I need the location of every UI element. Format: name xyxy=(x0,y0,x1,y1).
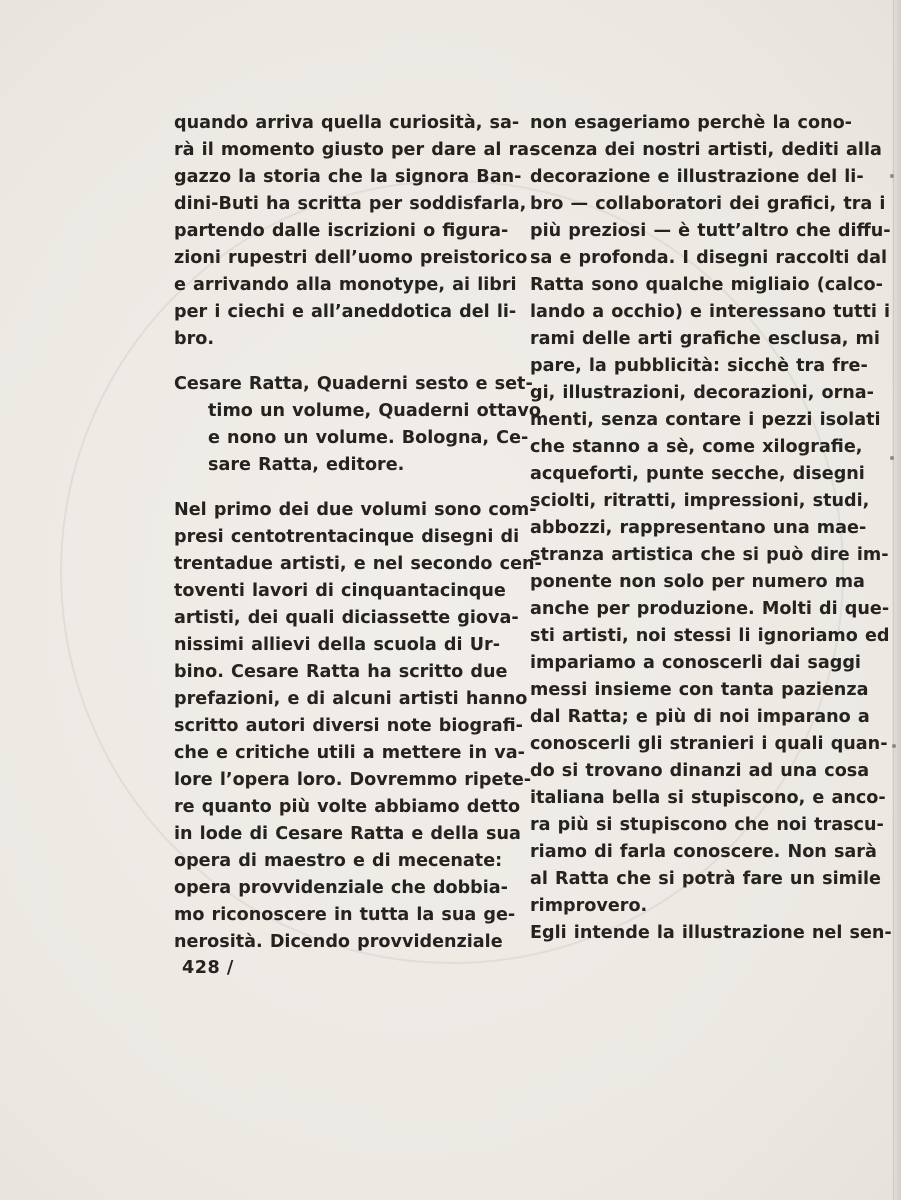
margin-mark xyxy=(890,174,894,178)
citation-line: timo un volume, Quaderni ottavo xyxy=(208,401,541,421)
text-line: lando a occhio) e interessano tutti i xyxy=(530,302,891,322)
text-line: messi insieme con tanta pazienza xyxy=(530,680,869,700)
text-line: menti, senza contare i pezzi isolati xyxy=(530,410,881,430)
text-line: Ratta sono qualche migliaio (calco- xyxy=(530,275,883,295)
text-line: sciolti, ritratti, impressioni, studi, xyxy=(530,491,870,511)
text-line: do si trovano dinanzi ad una cosa xyxy=(530,761,870,781)
text-line: toventi lavori di cinquantacinque xyxy=(174,581,506,601)
paragraph xyxy=(174,497,542,956)
citation-line: sare Ratta, editore. xyxy=(208,455,405,475)
text-line: dal Ratta; e più di noi imparano a xyxy=(530,707,870,727)
text-line: bino. Cesare Ratta ha scritto due xyxy=(174,662,508,682)
text-line: acqueforti, punte secche, disegni xyxy=(530,464,865,484)
paragraph xyxy=(530,110,891,920)
text-line: impariamo a conoscerli dai saggi xyxy=(530,653,861,673)
text-line: e arrivando alla monotype, ai libri xyxy=(174,275,517,295)
text-line: al Ratta che si potrà fare un simile xyxy=(530,869,881,889)
text-line: abbozzi, rappresentano una mae- xyxy=(530,518,867,538)
text-line: più preziosi — è tutt’altro che diffu- xyxy=(530,221,891,241)
page-edge-line xyxy=(893,0,894,1200)
margin-mark xyxy=(890,456,894,460)
text-line: gi, illustrazioni, decorazioni, orna- xyxy=(530,383,874,403)
text-line: zioni rupestri dell’uomo preistorico xyxy=(174,248,528,268)
text-line: gazzo la storia che la signora Ban- xyxy=(174,167,522,187)
text-line: sti artisti, noi stessi li ignoriamo ed xyxy=(530,626,890,646)
paragraph xyxy=(174,110,537,353)
text-line: Nel primo dei due volumi sono com- xyxy=(174,500,537,520)
text-line: prefazioni, e di alcuni artisti hanno xyxy=(174,689,528,709)
margin-mark xyxy=(892,744,896,748)
text-line: che e critiche utili a mettere in va- xyxy=(174,743,525,763)
text-line: per i ciechi e all’aneddotica del li- xyxy=(174,302,517,322)
text-line: bro — collaboratori dei grafici, tra i xyxy=(530,194,886,214)
text-line: in lode di Cesare Ratta e della sua xyxy=(174,824,521,844)
citation-line: Cesare Ratta, Quaderni sesto e set- xyxy=(174,374,533,394)
text-line: rà il momento giusto per dare al ra- xyxy=(174,140,537,160)
text-line: italiana bella si stupiscono, e anco- xyxy=(530,788,886,808)
text-line: rami delle arti grafiche esclusa, mi xyxy=(530,329,880,349)
text-line: nerosità. Dicendo provvidenziale xyxy=(174,932,503,952)
text-line: partendo dalle iscrizioni o figura- xyxy=(174,221,509,241)
text-line: scritto autori diversi note biografi- xyxy=(174,716,523,736)
left-column xyxy=(174,110,542,956)
text-line: che stanno a sè, come xilografie, xyxy=(530,437,863,457)
text-line: non esageriamo perchè la cono- xyxy=(530,113,852,133)
text-line: scenza dei nostri artisti, dediti alla xyxy=(530,140,882,160)
text-line: conoscerli gli stranieri i quali quan- xyxy=(530,734,888,754)
text-line: opera di maestro e di mecenate: xyxy=(174,851,503,871)
right-column xyxy=(530,110,892,947)
book-citation xyxy=(174,371,541,479)
text-line: bro. xyxy=(174,329,215,349)
text-line: rimprovero. xyxy=(530,896,648,916)
text-line: quando arriva quella curiosità, sa- xyxy=(174,113,520,133)
page-number: 428 / xyxy=(182,958,234,978)
text-line: presi centotrentacinque disegni di xyxy=(174,527,520,547)
text-line: nissimi allievi della scuola di Ur- xyxy=(174,635,500,655)
text-line: ra più si stupiscono che noi trascu- xyxy=(530,815,884,835)
text-line: dini-Buti ha scritta per soddisfarla, xyxy=(174,194,527,214)
text-line: pare, la pubblicità: sicchè tra fre- xyxy=(530,356,868,376)
text-line: lore l’opera loro. Dovremmo ripete- xyxy=(174,770,532,790)
text-line: stranza artistica che si può dire im- xyxy=(530,545,889,565)
text-line: opera provvidenziale che dobbia- xyxy=(174,878,508,898)
text-line: anche per produzione. Molti di que- xyxy=(530,599,890,619)
citation-line: e nono un volume. Bologna, Ce- xyxy=(208,428,529,448)
text-line: re quanto più volte abbiamo detto xyxy=(174,797,521,817)
text-line: sa e profonda. I disegni raccolti dal xyxy=(530,248,887,268)
text-line: riamo di farla conoscere. Non sarà xyxy=(530,842,877,862)
text-line: artisti, dei quali diciassette giova- xyxy=(174,608,519,628)
paragraph xyxy=(530,920,892,947)
text-line: Egli intende la illustrazione nel sen- xyxy=(530,923,892,943)
text-line: trentadue artisti, e nel secondo cen- xyxy=(174,554,542,574)
text-line: ponente non solo per numero ma xyxy=(530,572,865,592)
text-line: decorazione e illustrazione del li- xyxy=(530,167,864,187)
text-line: mo riconoscere in tutta la sua ge- xyxy=(174,905,516,925)
